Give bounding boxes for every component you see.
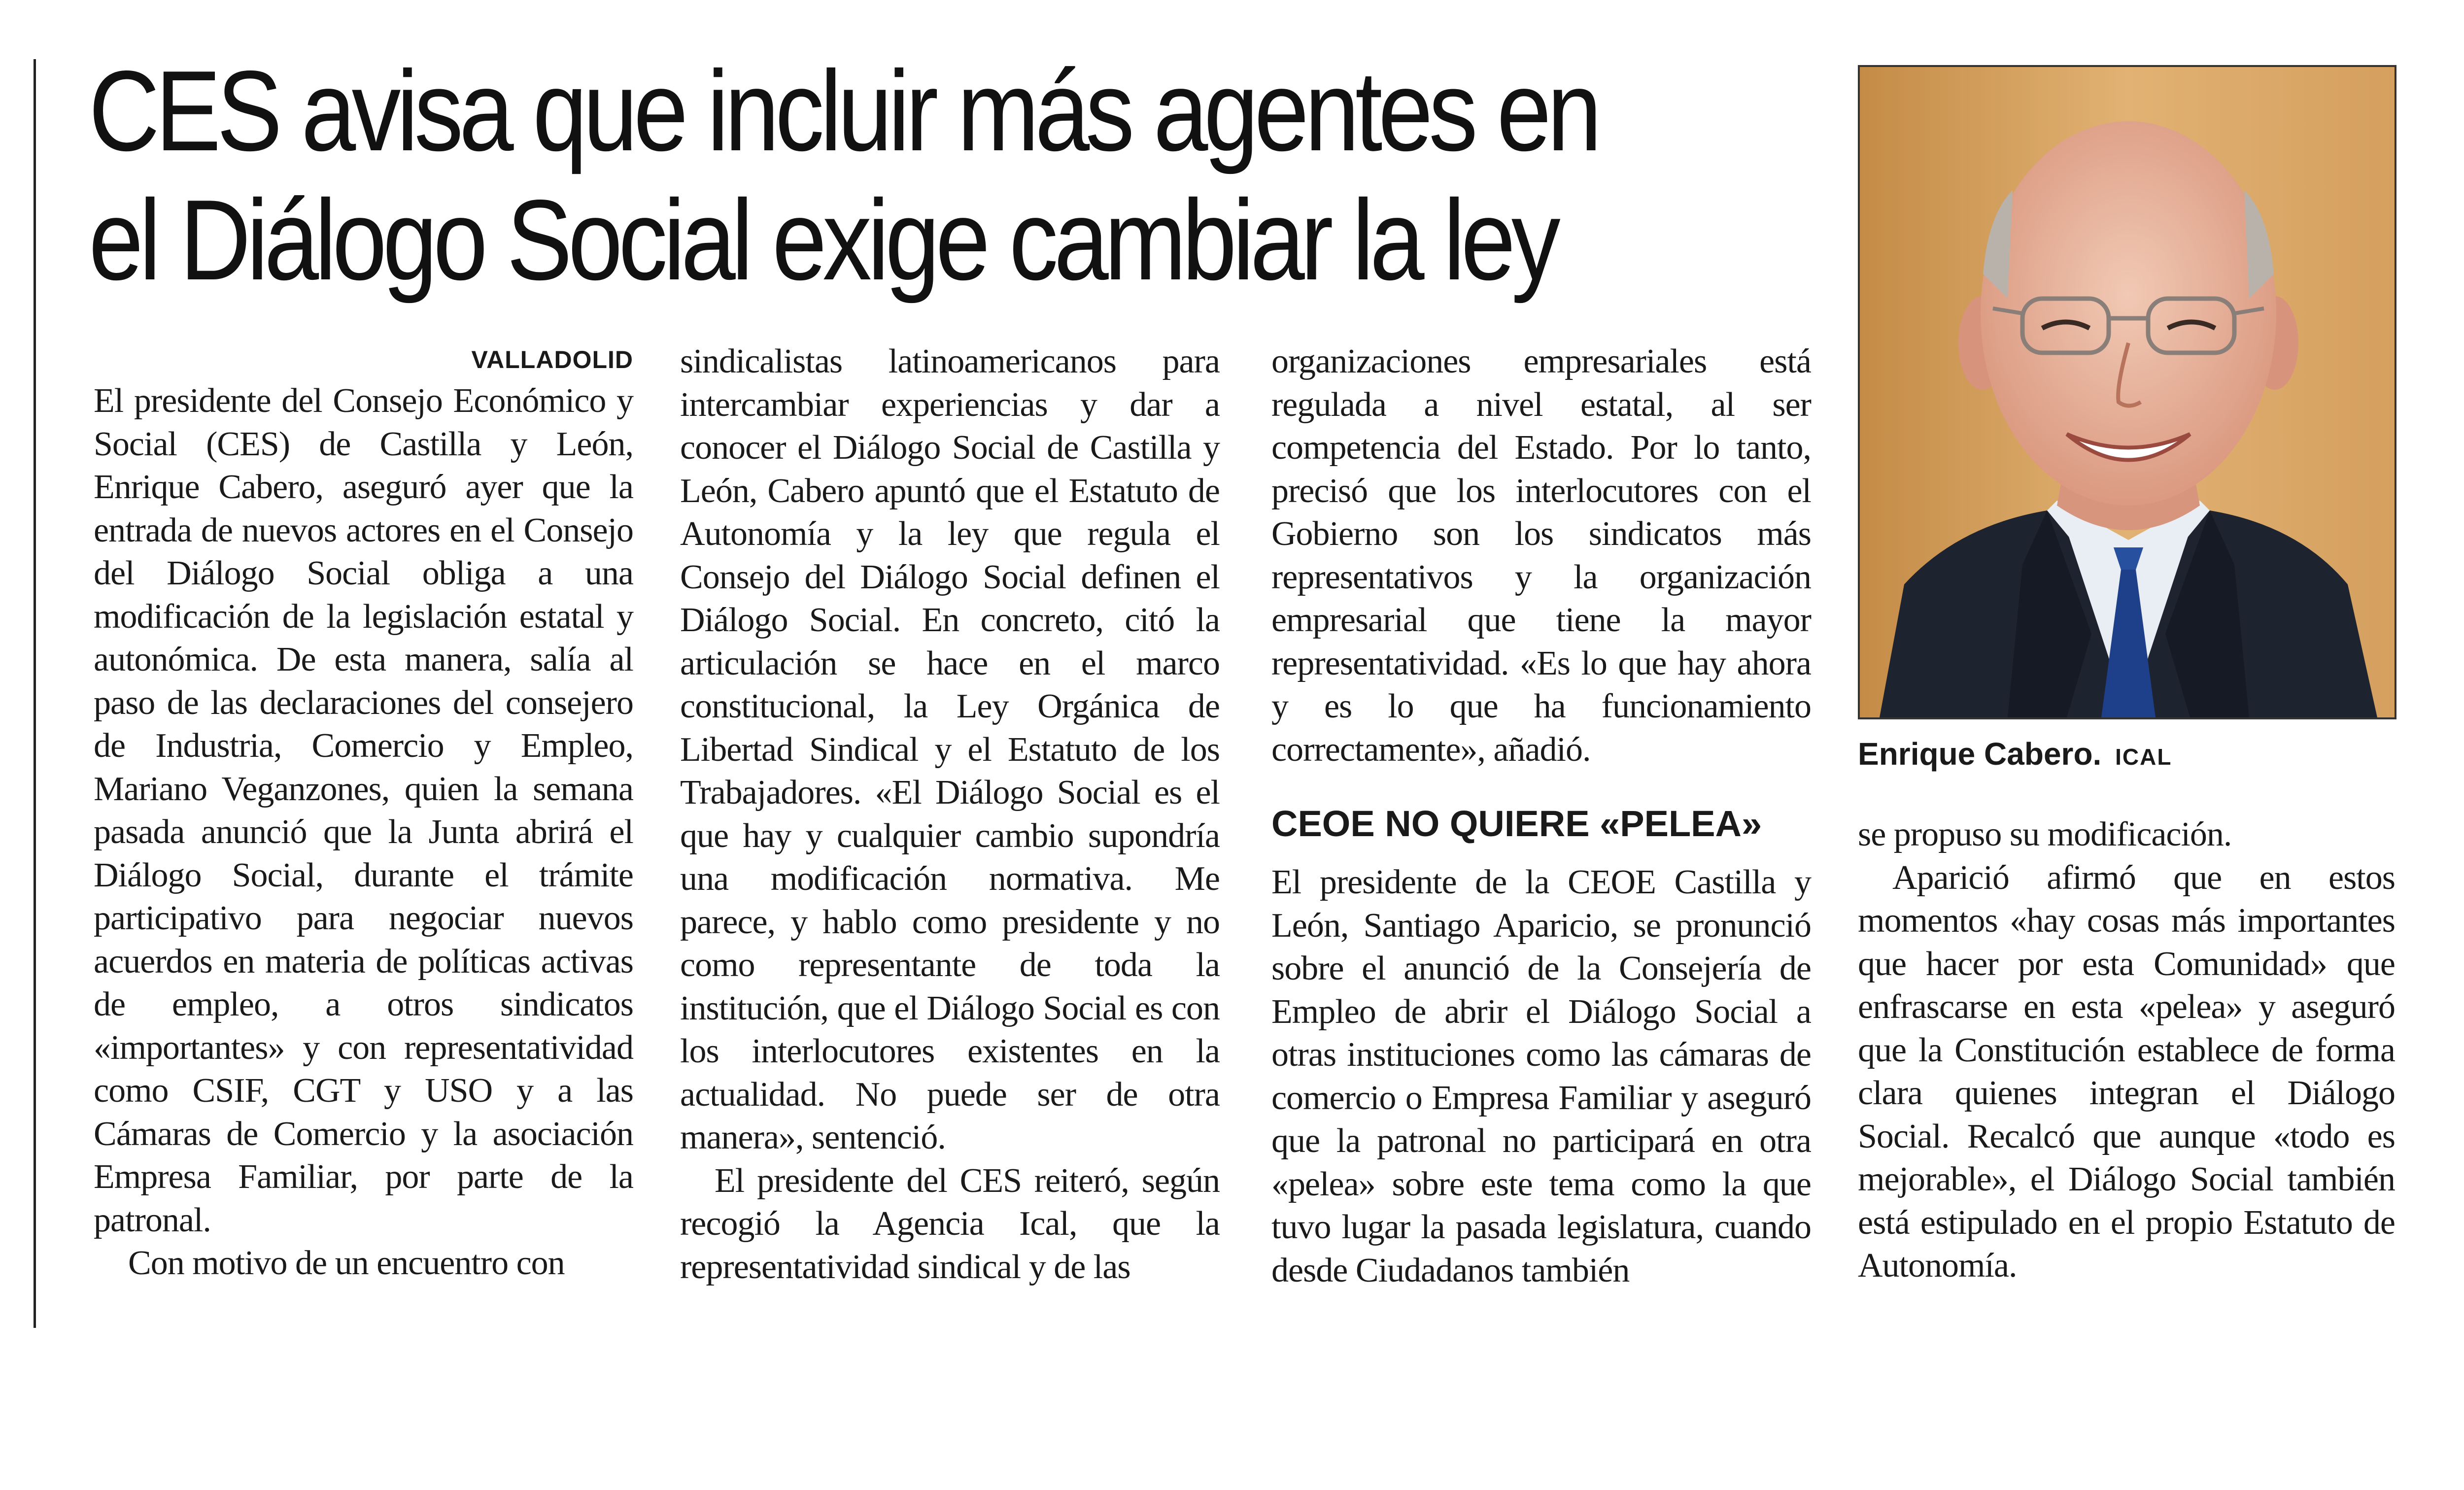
- headline: [89, 47, 1598, 305]
- caption-name: Enrique Cabero.: [1858, 736, 2102, 772]
- paragraph: El presidente de la CEOE Castilla y León, Santiago Aparicio, se pronunció sobre el anunció de la Consejería de Empleo de abrir el Diálogo Social a otras instituciones como las cámaras de comercio o Empresa Familiar y aseguró que la patronal no participará en otra «pelea» sobre este tema como la que tuvo lugar la pasada legislatura, cuando desde Ciudadanos también: [1271, 863, 1811, 1289]
- subhead: CEOE NO QUIERE «PELEA»: [1271, 803, 1762, 844]
- dateline: VALLADOLID: [471, 346, 633, 373]
- portrait-photo-icon: [1860, 67, 2395, 717]
- article-column-1: [94, 340, 633, 1285]
- paragraph: El presidente del CES reiteró, según recogió la Agencia Ical, que la representatividad sindical y de las: [680, 1161, 1220, 1286]
- headline-line-2: el Diálogo Social exige cambiar la ley: [89, 176, 1557, 304]
- photo-caption: [1858, 734, 2172, 777]
- paragraph: se propuso su modificación.: [1858, 815, 2232, 853]
- paragraph: Con motivo de un encuentro con: [128, 1244, 565, 1282]
- paragraph: organizaciones empresariales está regulada a nivel estatal, al ser competencia del Estado. Por lo tanto, precisó que los interlocutores con el Gobierno son los sindicatos más representativos y la organización empresarial que tiene la mayor representatividad. «Es lo que hay ahora y es lo que ha funcionamiento correctamente», añadió.: [1271, 342, 1811, 769]
- paragraph: El presidente del Consejo Económico y Social (CES) de Castilla y León, Enrique Cabero, aseguró ayer que la entrada de nuevos actores en el Consejo del Diálogo Social obliga a una modificación de la legislación estatal y autonómica. De esta manera, salía al paso de las declaraciones del consejero de Industria, Comercio y Empleo, Mariano Veganzones, quien la semana pasada anunció que la Junta abrirá el Diálogo Social, durante el trámite participativo para negociar nuevos acuerdos en materia de políticas activas de empleo, a otros sindicatos «importantes» y con representatividad como CSIF, CGT y USO y a las Cámaras de Comercio y la asociación Empresa Familiar, por parte de la patronal.: [94, 382, 633, 1239]
- headline-line-1: CES avisa que incluir más agentes en: [89, 47, 1598, 175]
- article-column-4: [1858, 813, 2395, 1287]
- caption-credit: ICAL: [2115, 744, 2172, 770]
- paragraph: sindicalistas latinoamericanos para intercambiar experiencias y dar a conocer el Diálogo Social de Castilla y León, Cabero apuntó que el Estatuto de Autonomía y la ley que regula el Consejo del Diálogo Social definen el Diálogo Social. En concreto, citó la articulación se hace en el marco constitucional, la Ley Orgánica de Libertad Sindical y el Estatuto de los Trabajadores. «El Diálogo Social es el que hay y cualquier cambio supondría una modificación normativa. Me parece, y hablo como presidente y no como representante de toda la institución, que el Diálogo Social es con los interlocutores existentes en la actualidad. No puede ser de otra manera», sentenció.: [680, 342, 1220, 1156]
- article-column-3: [1271, 340, 1811, 1292]
- article-column-2: [680, 340, 1220, 1288]
- column-rule: [34, 59, 36, 1328]
- portrait-photo: [1858, 65, 2396, 719]
- paragraph: Aparició afirmó que en estos momentos «hay cosas más importantes que hacer por esta Comunidad» que enfrascarse en esta «pelea» y aseguró que la Constitución establece de forma clara quienes integran el Diálogo Social. Recalcó que aunque «todo es mejorable», el Diálogo Social también está estipulado en el propio Estatuto de Autonomía.: [1858, 858, 2395, 1285]
